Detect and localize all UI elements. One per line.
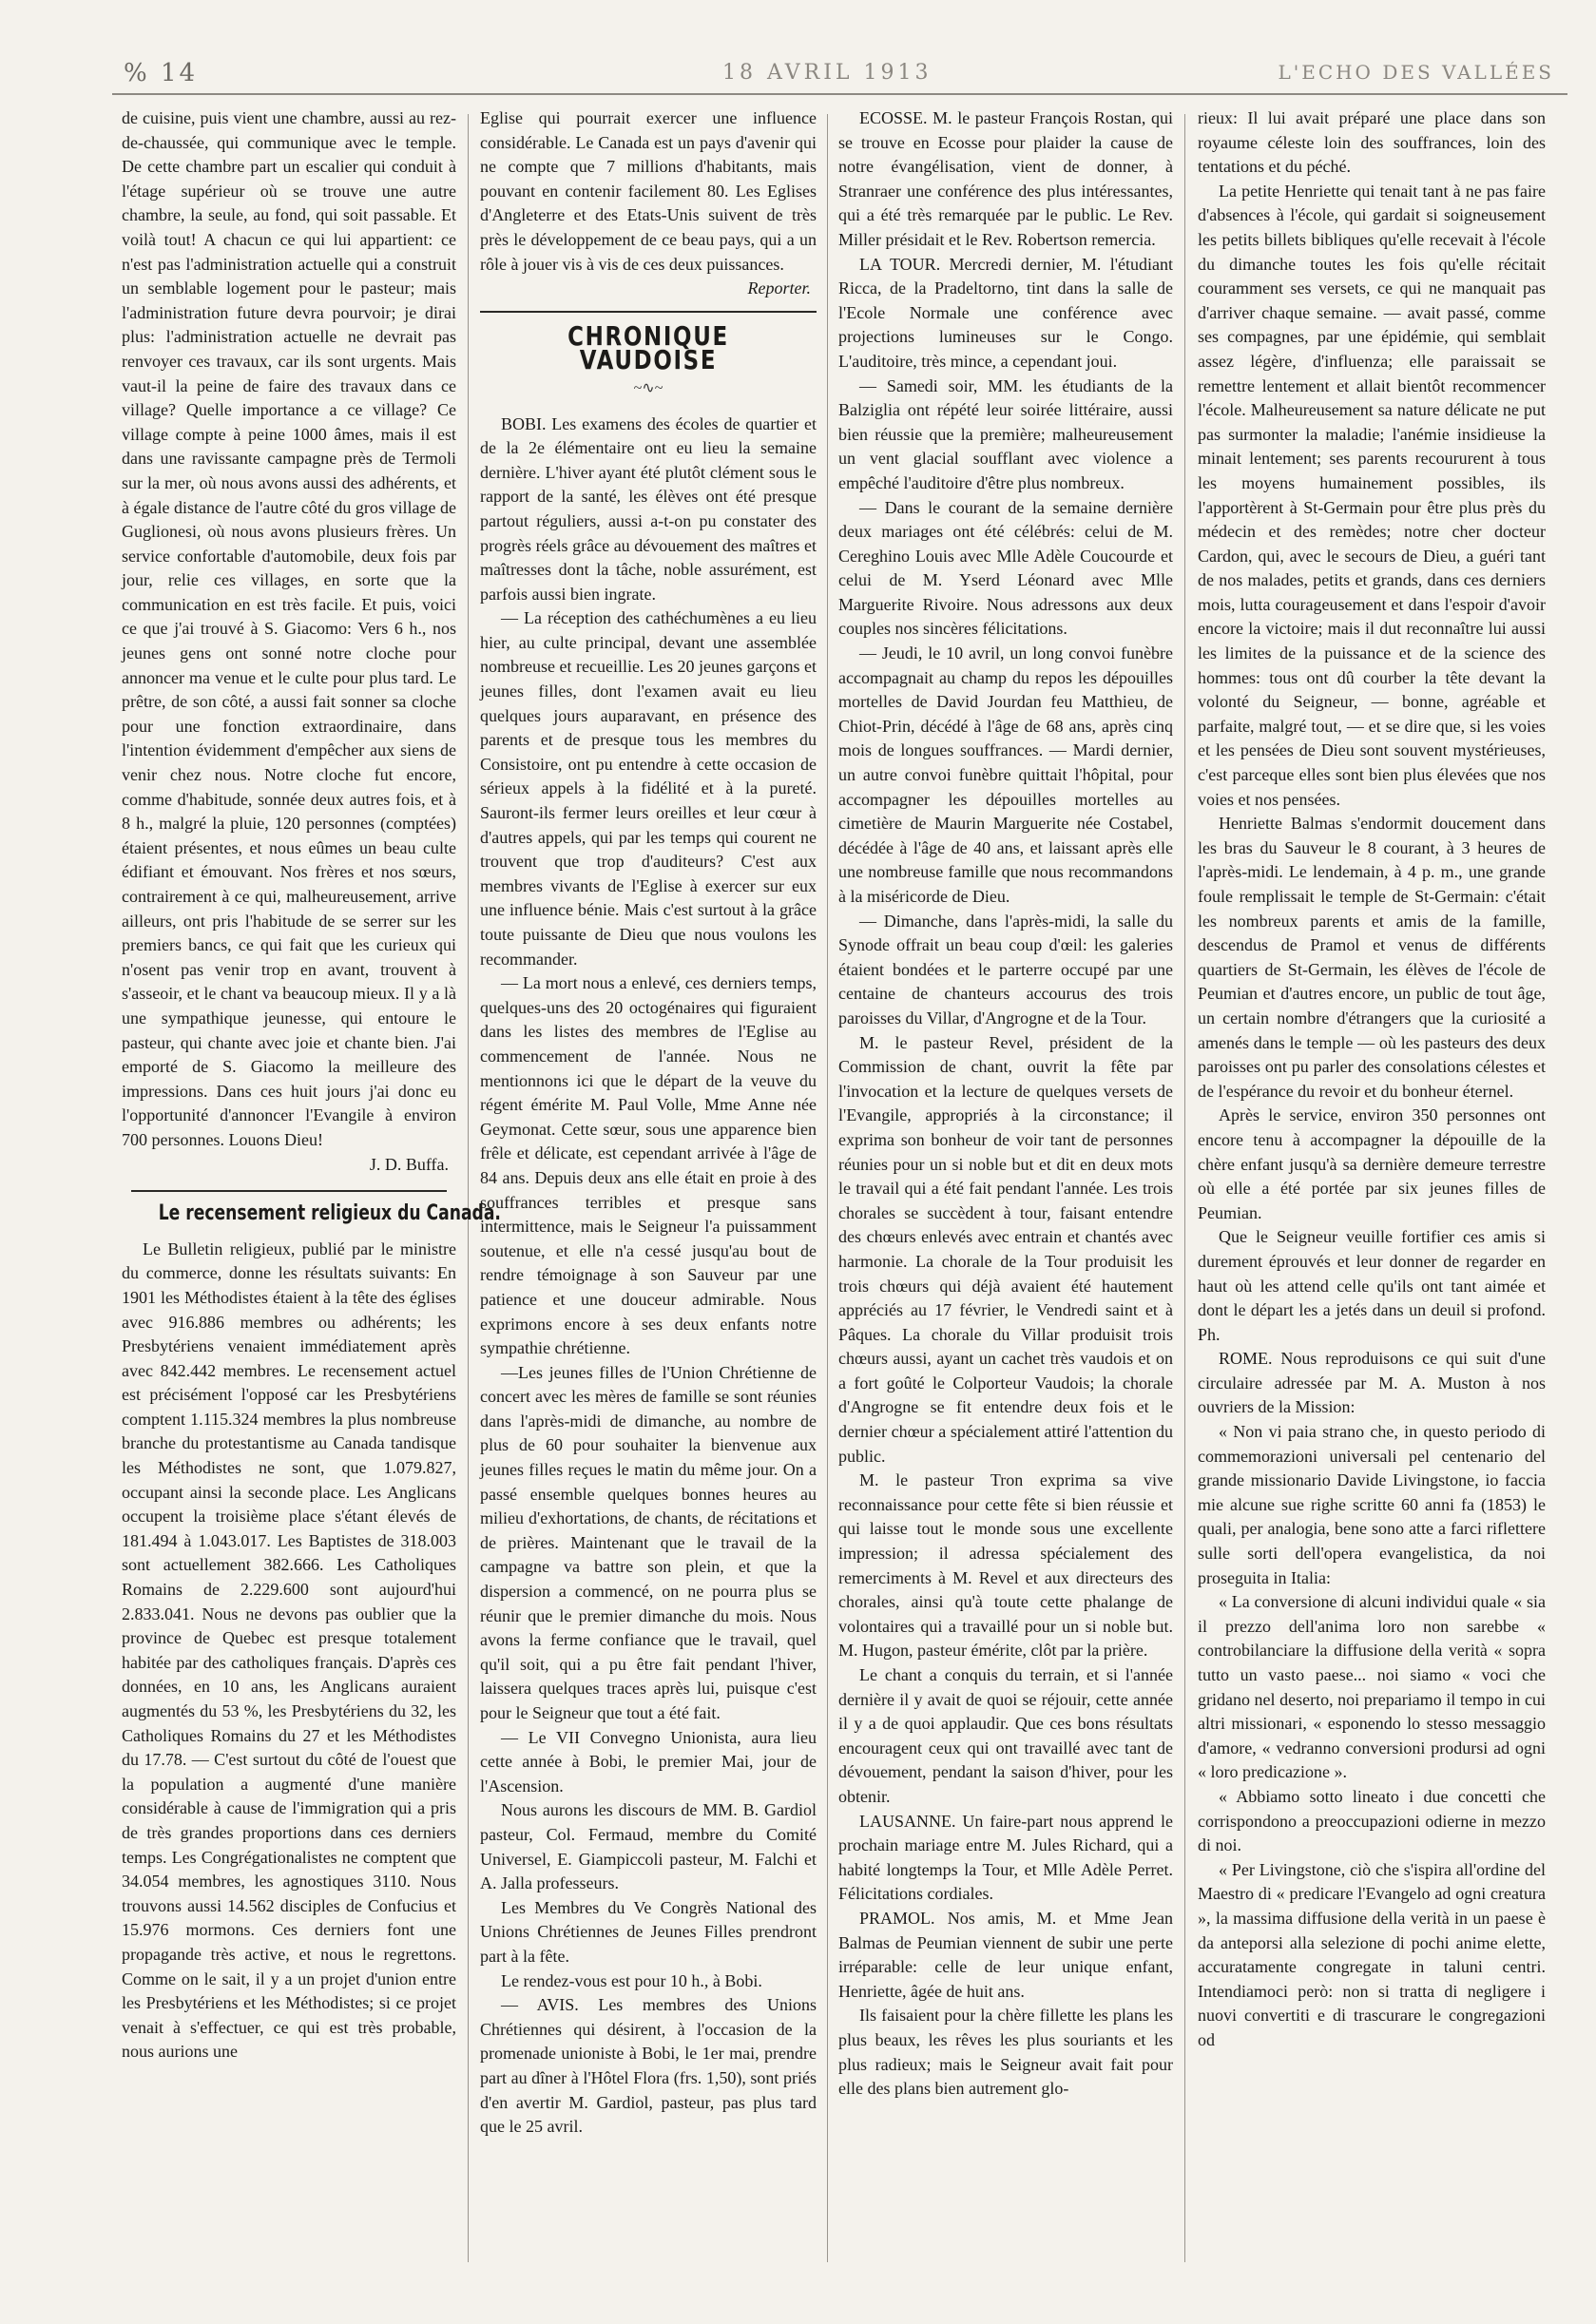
article-paragraph: Le Bulletin religieux, publié par le ministre du commerce, donne les résultats suivants: En 1901 les Méthodistes étaient à la tête des églises avec 916.886 membres ou adhérents; les Presbytériens venaient immédiatement après avec 842.442 membres. Le recensement actuel est précisément l'opposé car les Presbytériens comptent 1.115.324 membres la plus nombreuse branche du protestantisme au Canada tandisque les Méthodistes ne sont, que 1.079.827, occupant ainsi la seconde place. Les Anglicans occupent la troisième place s'étant élevés de 181.494 à 1.043.017. Les Baptistes de 318.003 sont actuellement 382.666. Les Catholiques Romains de 2.229.600 sont aujourd'hui 2.833.041. Nous ne devons pas oublier que la province de Quebec est presque totalement habitée par des catholiques français. D'après ces données, en 10 ans, les Anglicans auraient augmentés du 53 %, les Presbytériens du 32, les Catholiques Romains du 27 et les Méthodistes du 17.78. — C'est surtout du côté de l'ouest que la population a augmenté d'une manière considérable à cause de l'immigration qui a pris de très grandes proportions dans ces derniers temps. Les Congrégationalistes ne comptent que 34.054 membres, les agnostiques 3110. Nous trouvons aussi 14.562 disciples de Confucius et 15.976 mormons. Ces derniers font une propagande très active, et nous le regrettons. Comme on le sait, il y a un projet d'union entre les Presbytériens et les Méthodistes; si ce projet venait à s'effectuer, ce qui est très probable, nous aurions une xyxy=(122,1239,456,2062)
article-paragraph: PRAMOL. Nos amis, M. et Mme Jean Balmas de Peumian viennent de subir une perte irréparable: celle de leur unique enfant, Henriette, âgée de huit ans. xyxy=(838,1908,1173,2001)
article-paragraph: — Le VII Convegno Unionista, aura lieu cette année à Bobi, le premier Mai, jour de l'Ascension. xyxy=(480,1727,817,1796)
article-paragraph: — Jeudi, le 10 avril, un long convoi funèbre accompagnait au champ du repos les dépouilles mortelles de David Jourdan feu Matthieu, de Chiot-Prin, décédé à l'âge de 68 ans, après cinq mois de longues souffrances. — Mardi dernier, un autre convoi funèbre quittait l'hôpital, pour accompagner les dépouilles mortelles au cimetière de Maurin Marguerite née Costabel, décédée à l'âge de 40 ans, et laissant après elle une nombreuse famille que nous recommandons à la miséricorde de Dieu. xyxy=(838,643,1173,906)
issue-date: 18 AVRIL 1913 xyxy=(722,61,933,85)
article-paragraph: —Les jeunes filles de l'Union Chrétienne de concert avec les mères de famille se sont réunies dans l'après-midi de dimanche, au nombre de plus de 60 pour souhaiter la bienvenue aux jeunes filles reçues le matin du même jour. On a passé ensemble quelques bonnes heures au milieu d'exhortations, de chants, de récitations et de prières. Maintenant que le travail de la campagne va battre son plein, et que la dispersion a commencé, on ne pourra plus se réunir que le premier dimanche du mois. Nous avons la ferme confiance que le travail, quel qu'il soit, qui a pu être fait pendant l'hiver, laissera quelques traces après lui, puisque c'est pour le Seigneur que tout a été fait. xyxy=(480,1362,817,1722)
article-paragraph: LA TOUR. Mercredi dernier, M. l'étudiant Ricca, de la Pradeltorno, tint dans la salle de l'Ecole Normale une conférence avec projections lumineuses sur le Congo. L'auditoire, très mince, a cependant joui. xyxy=(838,254,1173,371)
header-rule xyxy=(112,93,1567,95)
column-4 xyxy=(1198,106,1546,2321)
article-paragraph: Ils faisaient pour la chère fillette les plans les plus beaux, les rêves les plus souriants et les plus radieux; mais le Seigneur avait fait pour elle des plans bien autrement glo- xyxy=(838,2006,1173,2099)
column-3 xyxy=(838,106,1173,2321)
section-rule xyxy=(480,311,817,313)
page-number: % 14 xyxy=(124,59,199,87)
article-paragraph: — Dimanche, dans l'après-midi, la salle du Synode offrait un beau coup d'œil: les galeries étaient bondées et le parterre occupé par une centaine de chanteurs accourus des trois paroisses du Villar, d'Angrogne et de la Tour. xyxy=(838,911,1173,1028)
article-paragraph: Eglise qui pourrait exercer une influence considérable. Le Canada est un pays d'avenir qui ne compte que 7 millions d'habitants, mais pouvant en contenir facilement 80. Les Eglises d'Angleterre et des Etats-Unis suivent de très près le développement de ce beau pays, qui a un rôle à jouer vis à vis de ces deux puissances. xyxy=(480,108,817,274)
column-divider xyxy=(1184,114,1185,2262)
article-paragraph: La petite Henriette qui tenait tant à ne pas faire d'absences à l'école, qui gardait si soigneusement les petits billets bibliques qu'elle recevait à l'école du dimanche toutes les fois qu'elle récitait couramment ses versets, ce qui ne manquait pas d'arriver chaque semaine. — avait passé, comme ses compagnes, par une épidémie, qui semblait assez légère, d'influenza; elle paraissait se remettre lentement et allait bientôt recommencer l'école. Malheureusement sa nature délicate ne put pas surmonter la maladie; l'anémie insidieuse la minait lentement; ses parents recoururent à tous les moyens humainement possibles, ils l'apportèrent à St-Germain pour être plus près du médecin et des remèdes; notre cher docteur Cardon, qui, avec le secours de Dieu, a guéri tant de nos malades, petits et grands, dans ces derniers mois, lutta courageusement et dans l'espoir d'avoir encore la victoire; mais il dut reconnaître lui aussi les limites de la puissance et de la science des hommes: tous ont dû courber la tête devant la volonté du Seigneur, — bonne, agréable et parfaite, malgré tout, — et se dire que, si les voies et les pensées de Dieu sont souvent mystérieuses, c'est parceque elles sont bien plus élevées que nos voies et nos pensées. xyxy=(1198,181,1546,809)
section-heading: CHRONIQUE VAUDOISE xyxy=(567,319,729,376)
article-paragraph: Nous aurons les discours de MM. B. Gardiol pasteur, Col. Fermaud, membre du Comité Universel, E. Giampiccoli pasteur, M. Falchi et A. Jalla professeurs. xyxy=(480,1800,817,1893)
article-paragraph: Le rendez-vous est pour 10 h., à Bobi. xyxy=(501,1970,762,1990)
column-divider xyxy=(827,114,828,2262)
article-paragraph: M. le pasteur Revel, président de la Commission de chant, ouvrit la fête par l'invocation et la lecture de quelques versets de l'Evangile, appropriés à la circonstance; il exprima son bonheur de voir tant de personnes réunies pour un si noble but et dit en deux mots le travail qui a été fait pendant l'année. Les trois chorales se succèdent à tour, faisant entendre des chœurs enlevés avec entrain et chantés avec harmonie. La chorale de la Tour produisit les trois chœurs qui déjà avaient été hautement appréciés au 17 février, le Vendredi saint et à Pâques. La chorale du Villar produisit trois chœurs aussi, ayant un cachet très vaudois et on a fort goûté le Colporteur Vaudois; la chorale d'Angrogne se fit entendre deux fois et le dernier chœur a spécialement attiré l'attention du public. xyxy=(838,1032,1173,1466)
article-paragraph: — Samedi soir, MM. les étudiants de la Balziglia ont répété leur soirée littéraire, aussi bien réussie que la première; malheureusement un vent glacial soufflant avec violence a empêché l'auditoire d'être plus nombreux. xyxy=(838,375,1173,492)
article-paragraph: « Abbiamo sotto lineato i due concetti che corrispondono a preoccupazioni odierne in mezzo di noi. xyxy=(1198,1786,1546,1855)
article-paragraph: « Non vi paia strano che, in questo periodo di commemorazioni universali pel centenario del grande missionario Davide Livingstone, io faccia mie alcune sue righe scritte 60 anni fa (1853) le quali, per analogia, bene sono atte a farci riflettere sulle sorti dell'opera evangelistica, da noi proseguita in Italia: xyxy=(1198,1422,1546,1587)
article-paragraph: BOBI. Les examens des écoles de quartier et de la 2e élémentaire ont eu lieu la semaine dernière. L'hiver ayant été plutôt clément sous le rapport de la santé, les élèves ont été presque partout réguliers, aussi a-t-on pu constater des progrès réels grâce au dévouement des maîtres et maîtresses dont la tâche, noble assurément, est parfois aussi bien ingrate. xyxy=(480,413,817,604)
article-paragraph: — La mort nous a enlevé, ces derniers temps, quelques-uns des 20 octogénaires qui figuraient dans les listes des membres de l'Eglise au commencement de l'année. Nous ne mentionnons ici que le départ de la veuve du régent émérite M. Paul Volle, Mme Anne née Geymonat. Cette sœur, sous une apparence bien frêle et délicate, est cependant arrivée à l'âge de 84 ans. Depuis deux ans elle était en proie à des souffrances terribles et presque sans intermittence, mais le Seigneur l'a puissamment soutenue, et elle n'a cessé jusqu'au bout de rendre témoignage à son Sauveur par une patience et une douceur admirable. Nous exprimons encore à ses deux enfants notre sympathie chrétienne. xyxy=(480,973,817,1358)
article-signature: Reporter. xyxy=(747,278,811,298)
article-paragraph: Après le service, environ 350 personnes ont encore tenu à accompagner la dépouille de la chère enfant jusqu'à sa dernière demeure terrestre où elle a été portée par six jeunes filles de Peumian. xyxy=(1198,1105,1546,1222)
section-rule xyxy=(131,1190,447,1192)
column-2 xyxy=(480,106,817,2321)
column-divider xyxy=(468,114,469,2262)
article-heading: Le recensement religieux du Canada. xyxy=(158,1201,501,1226)
article-paragraph: Henriette Balmas s'endormit doucement dans les bras du Sauveur le 8 courant, à 3 heures de l'après-midi. Le lendemain, à 4 p. m., une grande foule remplissait le temple de St-Germain: c'était les nombreux parents et amis de la famille, descendus de Pramol et venus de différents quartiers de St-Germain, les élèves de l'école de Peumian et d'autres encore, un public de tout âge, un certain nombre d'étrangers que la curiosité a amenés dans le temple — où les pasteurs des deux paroisses ont pu parler des consolations célestes et de l'espérance du revoir et du bonheur éternel. xyxy=(1198,814,1546,1101)
article-paragraph: — La réception des cathéchumènes a eu lieu hier, au culte principal, devant une assemblée nombreuse et recueillie. Les 20 jeunes garçons et jeunes filles, dont l'examen avait eu lieu quelques jours auparavant, en présence des parents et de presque tous les membres du Consistoire, ont pu entendre à cette occasion de sérieux appels à la fidélité et à la pureté. Sauront-ils fermer leurs oreilles et leur cœur à d'autres appels, qui par les temps qui courent ne trouvent que trop d'auditeurs? C'est aux membres vivants de l'Eglise à exercer sur eux une influence bénie. Mais c'est surtout à la grâce toute puissante de Dieu que nous voulons les recommander. xyxy=(480,608,817,969)
article-paragraph: LAUSANNE. Un faire-part nous apprend le prochain mariage entre M. Jules Richard, qui a habité longtemps la Tour, et Mlle Adèle Perret. Félicitations cordiales. xyxy=(838,1811,1173,1904)
article-paragraph: M. le pasteur Tron exprima sa vive reconnaissance pour cette fête si bien réussie et qui laisse tout le monde sous une excellente impression; il adressa spécialement des remerciments à M. Revel et aux directeurs des chorales, ainsi qu'à toute cette phalange de volontaires qui a travaillé pour un si noble but. M. Hugon, pasteur émérite, clôt par la prière. xyxy=(838,1470,1173,1661)
column-1 xyxy=(122,106,501,2321)
publication-title: L'ECHO DES VALLÉES xyxy=(1278,61,1554,84)
heading-flourish: ~∿~ xyxy=(633,379,663,396)
article-paragraph: — Dans le courant de la semaine dernière deux mariages ont été célébrés: celui de M. Cereghino Louis avec Mlle Adèle Coucourde et celui de M. Yserd Léonard avec Mlle Marguerite Rivoire. Nous adressons aux deux couples nos sincères félicitations. xyxy=(838,497,1173,639)
article-paragraph: — AVIS. Les membres des Unions Chrétiennes qui désirent, à l'occasion de la promenade unioniste à Bobi, le 1er mai, prendre part au dîner à l'Hôtel Flora (frs. 1,50), sont priés d'en avertir M. Gardiol, pasteur, pas plus tard que le 25 avril. xyxy=(480,1995,817,2137)
article-paragraph: Les Membres du Ve Congrès National des Unions Chrétiennes de Jeunes Filles prendront part à la fête. xyxy=(480,1897,817,1966)
article-paragraph: rieux: Il lui avait préparé une place dans son royaume céleste loin des souffrances, loin des tentations et du péché. xyxy=(1198,108,1546,177)
article-paragraph: ROME. Nous reproduisons ce qui suit d'une circulaire adressée par M. A. Muston à nos ouvriers de la Mission: xyxy=(1198,1349,1546,1417)
article-paragraph: ECOSSE. M. le pasteur François Rostan, qui se trouve en Ecosse pour plaider la cause de notre évangélisation, vient de donner, à Stranraer une conférence des plus intéressantes, qui a été très remarquée par le public. Le Rev. Miller présidait et le Rev. Robertson remercia. xyxy=(838,108,1173,249)
article-signature: J. D. Buffa. xyxy=(369,1154,449,1174)
article-paragraph: « Per Livingstone, ciò che s'ispira all'ordine del Maestro di « predicare l'Evangelo ad ogni creatura », la massima diffusione della verità in un paese è da anteporsi alla selezione di pochi anime elette, accuratamente congregate in taluni centri. Intendiamoci però: non si tratta di negligere i nuovi convertiti e di trascurare le congregazioni od xyxy=(1198,1859,1546,2049)
article-paragraph: « La conversione di alcuni individui quale « sia il prezzo dell'anima loro non sarebbe « controbilanciare la diffusione della verità « sopra tutto un vasto paese... noi siamo « voci che gridano nel deserto, noi prepariamo il tempo in cui altri missionari, « esponendo lo stesso messaggio d'amore, « vedranno conversioni prodursi ad ogni « loro predicazione ». xyxy=(1198,1592,1546,1782)
article-paragraph: Le chant a conquis du terrain, et si l'année dernière il y avait de quoi se réjouir, cette année il y a de quoi applaudir. Que ces bons résultats encouragent ceux qui ont travaillé avec tant de dévouement, pendant la saison d'hiver, pour les obtenir. xyxy=(838,1665,1173,1806)
article-paragraph: Que le Seigneur veuille fortifier ces amis si durement éprouvés et leur donner de regarder en haut où les attend celle qu'ils ont tant aimée et dont le départ les a jetés dans un deuil si profond. Ph. xyxy=(1198,1227,1546,1344)
page-header xyxy=(0,0,1596,99)
article-paragraph: de cuisine, puis vient une chambre, aussi au rez-de-chaussée, qui communique avec le temple. De cette chambre part un escalier qui conduit à l'étage supérieur où se trouve une autre chambre, la seule, au fond, qui soit passable. Et voilà tout! A chacun ce qui lui appartient: ce n'est pas l'administration actuelle qui a construit un semblable logement pour le pasteur; mais l'administration future devra pourvoir; je dirai plus: l'administration actuelle ne devrait pas renvoyer ces travaux, car ils sont urgents. Mais vaut-il la peine de faire des travaux dans ce village? Quelle importance a ce village? Ce village compte à peine 1000 âmes, mais il est dans une ravissante campagne près de Termoli sur la mer, où nous avons aussi des adhérents, et à égale distance de l'autre côté du gros village de Guglionesi, où nous avons plusieurs frères. Un service confortable d'automobile, deux fois par jour, relie ces villages, en sorte que la communication en est très facile. Et puis, voici ce que j'ai trouvé à S. Giacomo: Vers 6 h., nos jeunes gens ont sonné notre cloche pour annoncer ma venue et le culte pour plus tard. Le prêtre, de son côté, a aussi fait sonner sa cloche pour une fonction extraordinaire, dans l'intention évidemment d'empêcher aux siens de venir chez nous. Notre cloche fut encore, comme d'habitude, sonnée deux autres fois, et à 8 h., malgré la pluie, 120 personnes (comptées) étaient présentes, et nous eûmes un beau culte édifiant et émouvant. Nos frères et nos sœurs, contrairement à ce qui, malheureusement, arrive ailleurs, ont pris l'habitude de se serrer sur les premiers bancs, ce qui fait que les curieux qui n'osent pas venir trop en avant, trouvent à s'asseoir, et le chant va beaucoup mieux. Il y a là une sympathique jeunesse, qui entoure le pasteur, qui chante avec joie et chante bien. J'ai emporté de S. Giacomo la meilleure des impressions. Dans ces huit jours j'ai donc eu l'opportunité d'annoncer l'Evangile à environ 700 personnes. Louons Dieu! xyxy=(122,108,456,1149)
